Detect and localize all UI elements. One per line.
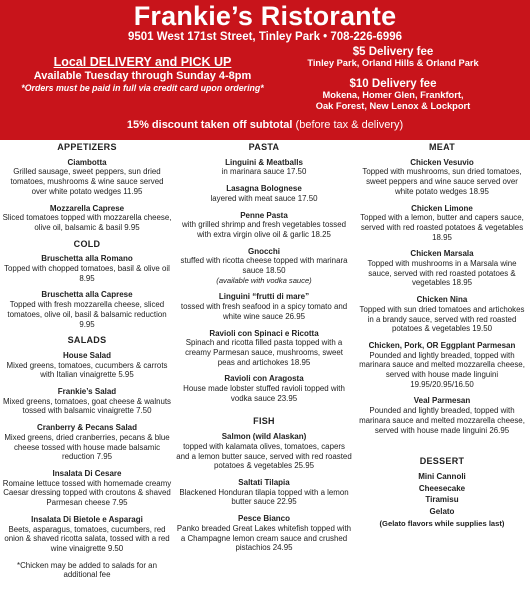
item-desc: Mixed greens, tomatoes, cucumbers & carrots with Italian vinaigrette 5.95 [6,360,168,380]
appetizers-heading: APPETIZERS [57,142,117,152]
item-desc: Mixed greens, dried cranberries, pecans & blue cheese tossed with house made balsamic reduction 7.95 [4,432,170,462]
menu-item [358,249,526,288]
item-desc: topped with kalamata olives, tomatoes, capers and a lemon butter sauce, served with red roasted potatoes & vegetables 25.95 [176,441,352,471]
item-desc: Topped with sun dried tomatoes and artichokes in a brandy sauce, served with red roasted potatoes & vegetables 19.50 [359,304,525,334]
item-desc: Pounded and lightly breaded, topped with marinara sauce and melted mozzarella cheese, served with house made linguini 26.95 [359,406,525,435]
menu-item [2,351,172,380]
dessert-note: (Gelato flavors while supplies last) [379,518,505,528]
item-desc: Topped with mushrooms in a Marsala wine sauce, served with red roasted potatoes & vegetables 18.95 [367,259,517,288]
menu-item [2,469,172,508]
menu-item [358,158,526,197]
dessert-item: Cheesecake [418,483,466,493]
local-delivery-heading: Local DELIVERY and PICK UP [53,55,232,69]
item-name: Mozzarella Caprese [49,203,125,213]
right-column [358,143,526,529]
item-desc: Topped with chopped tomatoes, basil & olive oil 8.95 [4,264,170,283]
item-name: Bruschetta alla Caprese [41,290,133,300]
item-note: (available with vodka sauce) [216,275,312,285]
item-name: Insalata Di Bietole e Asparagi [31,514,143,524]
left-column [2,143,172,580]
fee-10-areas-1: Mokena, Homer Glen, Frankfort, [322,90,464,100]
item-desc: Blackened Honduran tilapia topped with a lemon butter sauce 22.95 [179,487,349,507]
menu-item [176,158,352,177]
meat-heading: MEAT [428,142,456,152]
dessert-item: Gelato [429,507,455,517]
item-name: Chicken Limone [411,203,473,213]
item-name: Pesce Bianco [237,514,291,524]
discount-rest: (before tax & delivery) [292,119,404,131]
fee-5-title: $5 Delivery fee [352,46,434,58]
item-desc: Spinach and ricotta filled pasta topped with a creamy Parmesan sauce, mushrooms, sweet peas and artichokes 18.95 [185,338,343,367]
item-name: Lasagna Bolognese [226,184,302,194]
item-name: Penne Pasta [240,210,288,220]
dessert-item: Tiramisu [425,495,459,505]
item-desc: in marinara sauce 17.50 [221,167,307,177]
menu-item [2,515,172,554]
menu-item [176,247,352,286]
menu-item [176,184,352,203]
menu-item [176,292,352,321]
item-name: House Salad [62,350,111,360]
menu-item [358,295,526,334]
availability-text: Available Tuesday through Sunday 4-8pm [33,70,252,82]
item-name: Cranberry & Pecans Salad [36,423,138,433]
fee-5-areas: Tinley Park, Orland Hills & Orland Park [307,58,479,68]
salads-heading: SALADS [67,335,107,346]
menu-item [2,290,172,329]
fish-heading: FISH [253,416,275,427]
item-name: Linguini “frutti di mare” [218,292,310,302]
item-desc: Topped with mushrooms, sun dried tomatoes, sweet peppers and wine sauce served over white potato wedges 18.95 [362,167,522,196]
dessert-section [358,457,526,528]
cold-heading: COLD [73,238,101,249]
restaurant-name: Frankie’s Ristorante [133,1,397,31]
item-name: Chicken Marsala [410,249,474,259]
item-name: Insalata Di Cesare [52,468,122,478]
discount-bold: 15% discount taken off subtotal [126,119,293,131]
item-name: Frankie’s Salad [57,387,117,397]
menu-item [2,254,172,283]
salad-note: *Chicken may be added to salads for an additional fee [17,560,157,580]
item-desc: with grilled shrimp and fresh vegetables tossed with extra virgin olive oil & garlic 18.25 [181,220,347,239]
item-desc: Sliced tomatoes topped with mozzarella cheese, olive oil, balsamic & basil 9.95 [2,213,172,232]
delivery-info [10,55,275,93]
dessert-heading: DESSERT [419,456,465,467]
menu-item [176,432,352,471]
payment-note: *Orders must be paid in full via credit card upon ordering* [21,83,264,93]
item-desc: tossed with fresh seafood in a spicy tomato and white wine sauce 26.95 [180,302,348,321]
item-desc: stuffed with ricotta cheese topped with marinara sauce 18.50 [180,256,348,276]
menu-item [2,158,172,197]
item-desc: Romaine lettuce tossed with homemade creamy Caesar dressing topped with croutons & shaved Parmesan cheese 7.95 [2,478,172,508]
item-desc: Topped with fresh mozzarella cheese, sliced tomatoes, olive oil, basil & balsamic reduction 9.95 [7,300,167,329]
menu-item [358,341,526,390]
item-name: Chicken Nina [416,295,468,305]
item-name: Chicken Vesuvio [410,157,474,167]
fee-10-areas-2: Oak Forest, New Lenox & Lockport [315,101,471,111]
menu-item [176,478,352,507]
item-name: Gnocchi [247,246,280,256]
menu-item [176,514,352,553]
item-name: Chicken, Pork, OR Eggplant Parmesan [368,340,516,350]
item-name: Ciambotta [67,157,107,167]
item-name: Salmon (wild Alaskan) [221,432,307,442]
item-desc: Panko breaded Great Lakes whitefish topped with a Champagne lemon cream sauce and crushed pistachios 24.95 [176,523,352,553]
item-desc: Topped with a lemon, butter and capers sauce, served with red roasted potatoes & vegetables 18.95 [360,213,524,242]
item-name: Bruschetta alla Romano [41,254,133,264]
item-name: Ravioli con Spinaci e Ricotta [209,328,319,338]
item-desc: Grilled sausage, sweet peppers, sun dried tomatoes, mushrooms & wine sauce served over white potato wedges 11.95 [10,167,164,196]
item-desc: Mixed greens, tomatoes, goat cheese & walnuts tossed with balsamic vinaigrette 7.50 [3,396,171,416]
fee-5 [268,46,518,69]
dessert-item: Mini Cannoli [418,471,466,481]
menu-item [358,204,526,243]
item-desc: layered with meat sauce 17.50 [210,193,318,203]
fee-10-title: $10 Delivery fee [349,78,437,90]
menu-item [358,396,526,435]
item-name: Saltati Tilapia [238,477,290,487]
item-desc: Pounded and lightly breaded, topped with marinara sauce and melted mozzarella cheese, served with house made linguini 19.95/20.95/16.50 [359,350,525,389]
menu-item [2,204,172,233]
discount-line [0,119,530,131]
item-desc: House made lobster stuffed ravioli topped with vodka sauce 23.95 [183,384,345,403]
item-desc: Beets, asparagus, tomatoes, cucumbers, red onion & shaved ricotta salata, tossed with a red wine vinaigrette 9.50 [4,524,170,553]
fee-10 [268,78,518,112]
menu-item [176,211,352,240]
menu-item [176,374,352,403]
item-name: Ravioli con Aragosta [224,374,304,384]
middle-column [176,143,352,560]
header-banner [0,0,530,140]
menu-item [2,387,172,416]
menu-item [2,423,172,462]
item-name: Linguini & Meatballs [225,157,303,167]
item-name: Veal Parmesan [413,396,471,406]
menu-item [176,329,352,368]
restaurant-address: 9501 West 171st Street, Tinley Park • 708-226-6996 [127,31,403,43]
pasta-heading: PASTA [248,142,280,152]
